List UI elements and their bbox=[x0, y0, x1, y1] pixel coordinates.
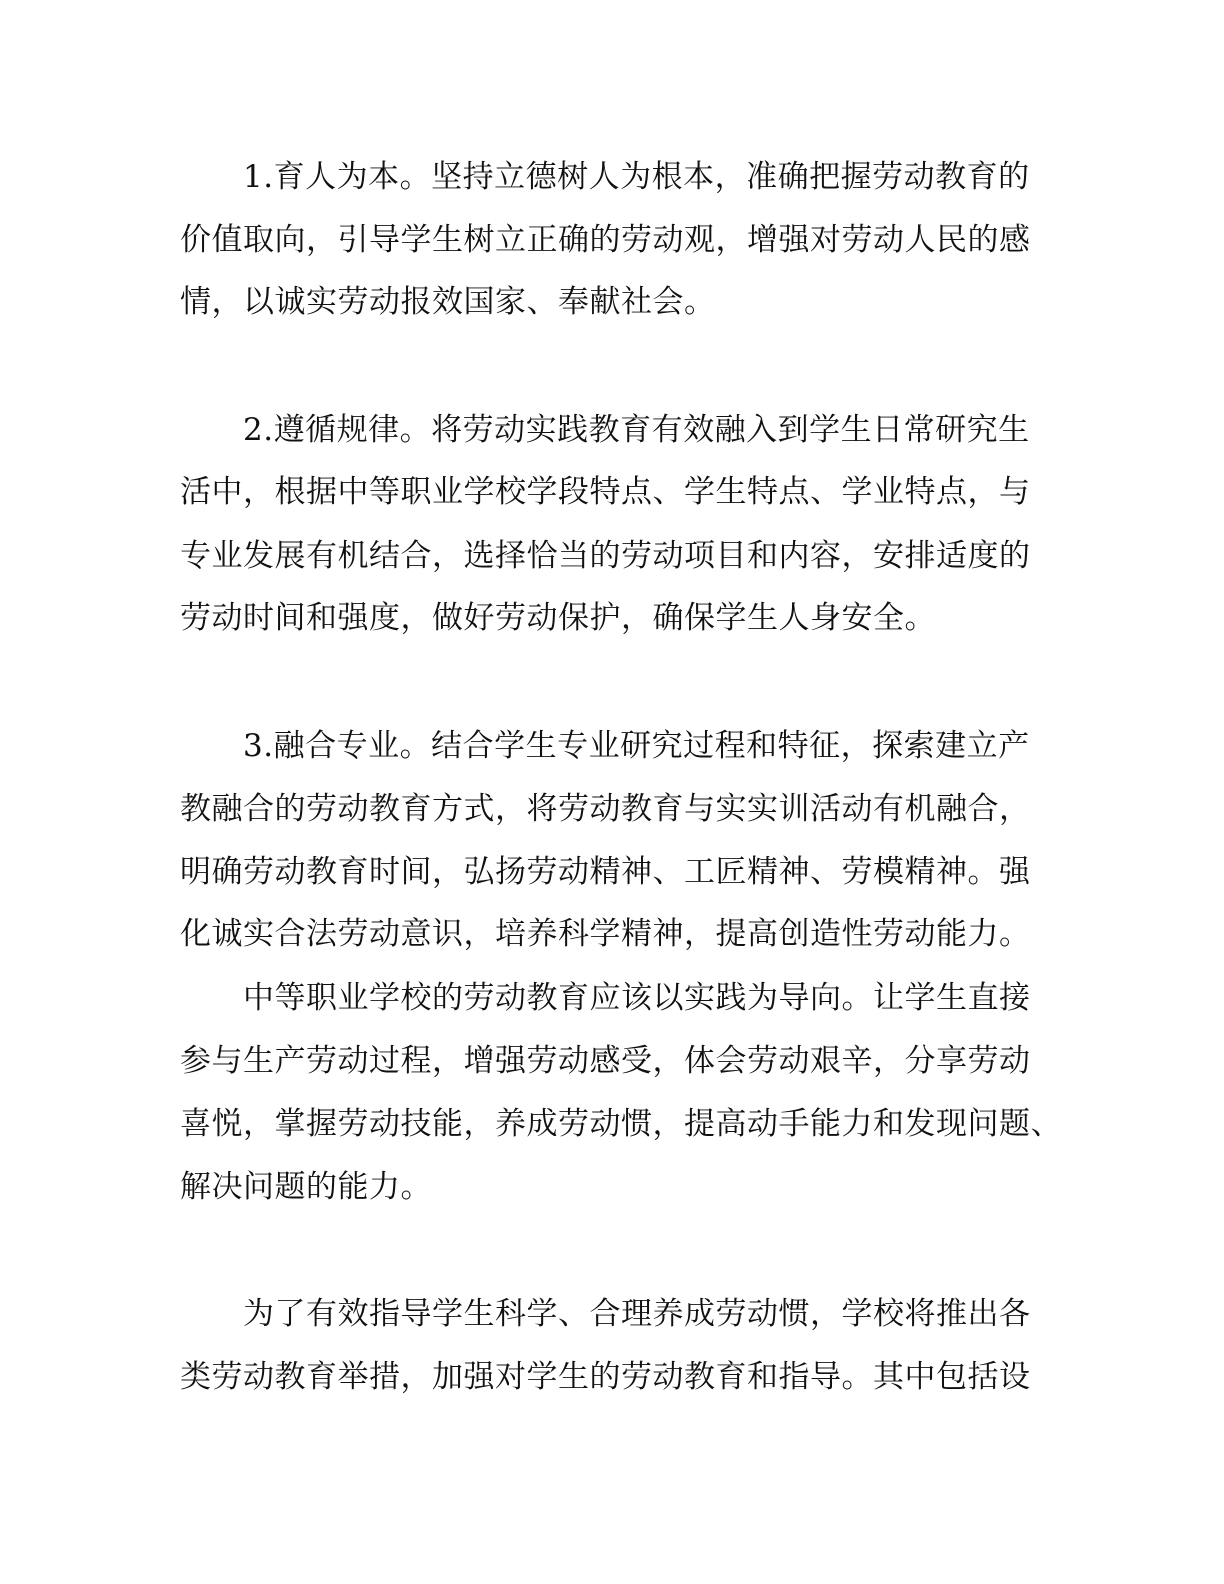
paragraph-3-line-1: 3.融合专业。结合学生专业研究过程和特征，探索建立产 bbox=[243, 728, 1030, 764]
paragraph-1-line-3: 情，以诚实劳动报效国家、奉献社会。 bbox=[180, 284, 716, 320]
paragraph-1-line-2: 价值取向，引导学生树立正确的劳动观，增强对劳动人民的感 bbox=[180, 222, 1031, 258]
paragraph-4-line-1: 中等职业学校的劳动教育应该以实践为导向。让学生直接 bbox=[243, 980, 1031, 1016]
paragraph-2-line-1: 2.遵循规律。将劳动实践教育有效融入到学生日常研究生 bbox=[243, 412, 1030, 448]
paragraph-4-line-4: 解决问题的能力。 bbox=[180, 1169, 432, 1205]
paragraph-3-line-4: 化诚实合法劳动意识，培养科学精神，提高创造性劳动能力。 bbox=[180, 916, 1031, 952]
paragraph-5-line-2: 类劳动教育举措，加强对学生的劳动教育和指导。其中包括设 bbox=[180, 1359, 1031, 1395]
paragraph-3-line-3: 明确劳动教育时间，弘扬劳动精神、工匠精神、劳模精神。强 bbox=[180, 854, 1031, 890]
paragraph-2-line-2: 活中，根据中等职业学校学段特点、学生特点、学业特点，与 bbox=[180, 474, 1031, 510]
paragraph-5-line-1: 为了有效指导学生科学、合理养成劳动惯，学校将推出各 bbox=[243, 1296, 1031, 1332]
paragraph-3-line-2: 教融合的劳动教育方式，将劳动教育与实实训活动有机融合， bbox=[180, 791, 1031, 827]
paragraph-4-line-2: 参与生产劳动过程，增强劳动感受，体会劳动艰辛，分享劳动 bbox=[180, 1043, 1031, 1079]
paragraph-4-line-3: 喜悦，掌握劳动技能，养成劳动惯，提高动手能力和发现问题、 bbox=[180, 1106, 1062, 1142]
paragraph-1-line-1: 1.育人为本。坚持立德树人为根本，准确把握劳动教育的 bbox=[243, 159, 1030, 195]
paragraph-2-line-4: 劳动时间和强度，做好劳动保护，确保学生人身安全。 bbox=[180, 600, 936, 636]
paragraph-2-line-3: 专业发展有机结合，选择恰当的劳动项目和内容，安排适度的 bbox=[180, 538, 1031, 574]
